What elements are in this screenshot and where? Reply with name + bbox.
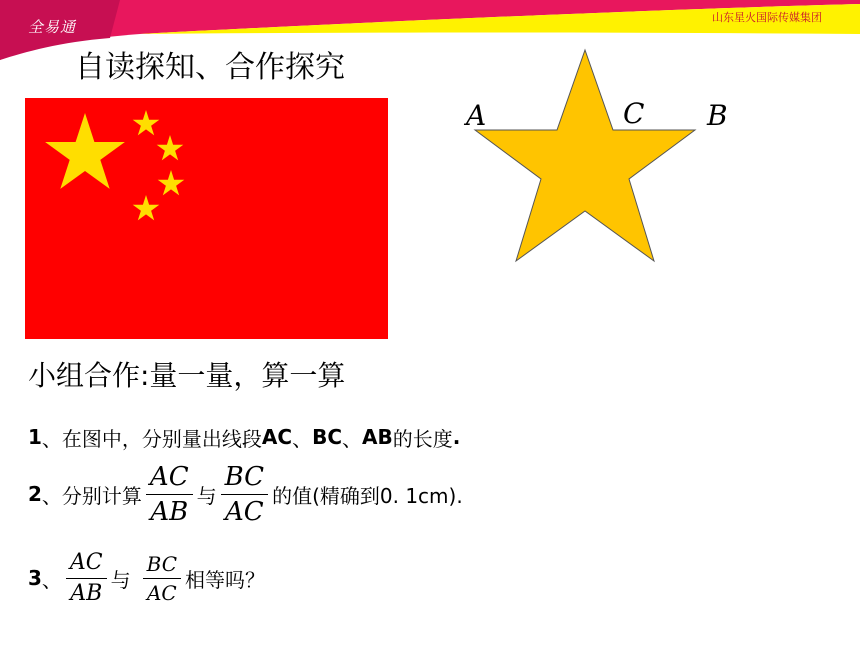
task-number: 2 [28, 482, 42, 506]
task-1 [28, 422, 460, 452]
task-text: 的值(精确到0. 1cm). [272, 483, 463, 508]
group-activity-heading: 小组合作:量一量，算一算 [28, 359, 346, 392]
segment-ab: AB [362, 425, 393, 449]
segment-ac: AC [261, 425, 293, 449]
five-pointed-star-figure [455, 48, 745, 268]
fraction-ac-over-ab [146, 460, 193, 529]
fraction-numerator: AC [146, 460, 193, 495]
logo: 全易通 [28, 18, 77, 36]
fraction-bc-over-ac [221, 460, 268, 529]
task-text: 相等吗？ [185, 567, 266, 592]
task-text: 的长度 [392, 426, 453, 451]
fraction-denominator: AB [150, 496, 189, 527]
task-text: 与 [196, 483, 217, 508]
fraction-numerator: AC [66, 548, 107, 579]
task-2 [28, 456, 463, 532]
fraction-numerator: BC [221, 460, 268, 495]
separator: 、 [292, 426, 313, 451]
task-text: 、在图中，分别量出线段 [41, 426, 262, 451]
segment-bc: BC [312, 425, 342, 449]
fraction-bc-over-ac [143, 550, 181, 607]
period: . [452, 425, 461, 449]
task-3 [28, 543, 265, 613]
task-text: 、分别计算 [41, 483, 142, 508]
point-label-b: B [707, 99, 728, 132]
point-label-c: C [623, 97, 645, 130]
task-number: 3 [28, 566, 42, 590]
task-text: 、 [41, 567, 62, 592]
section-title: 自读探知、合作探究 [75, 50, 345, 85]
fraction-denominator: AC [225, 496, 264, 527]
publisher-name: 山东星火国际传媒集团 [712, 11, 822, 24]
fraction-numerator: BC [143, 550, 181, 579]
task-number: 1 [28, 425, 42, 449]
separator: 、 [342, 426, 362, 451]
point-label-a: A [466, 99, 487, 132]
fraction-denominator: AB [70, 580, 103, 606]
fraction-denominator: AC [146, 580, 177, 605]
fraction-ac-over-ab [66, 548, 107, 609]
chinese-flag-image [25, 98, 388, 339]
task-text: 与 [110, 567, 131, 592]
